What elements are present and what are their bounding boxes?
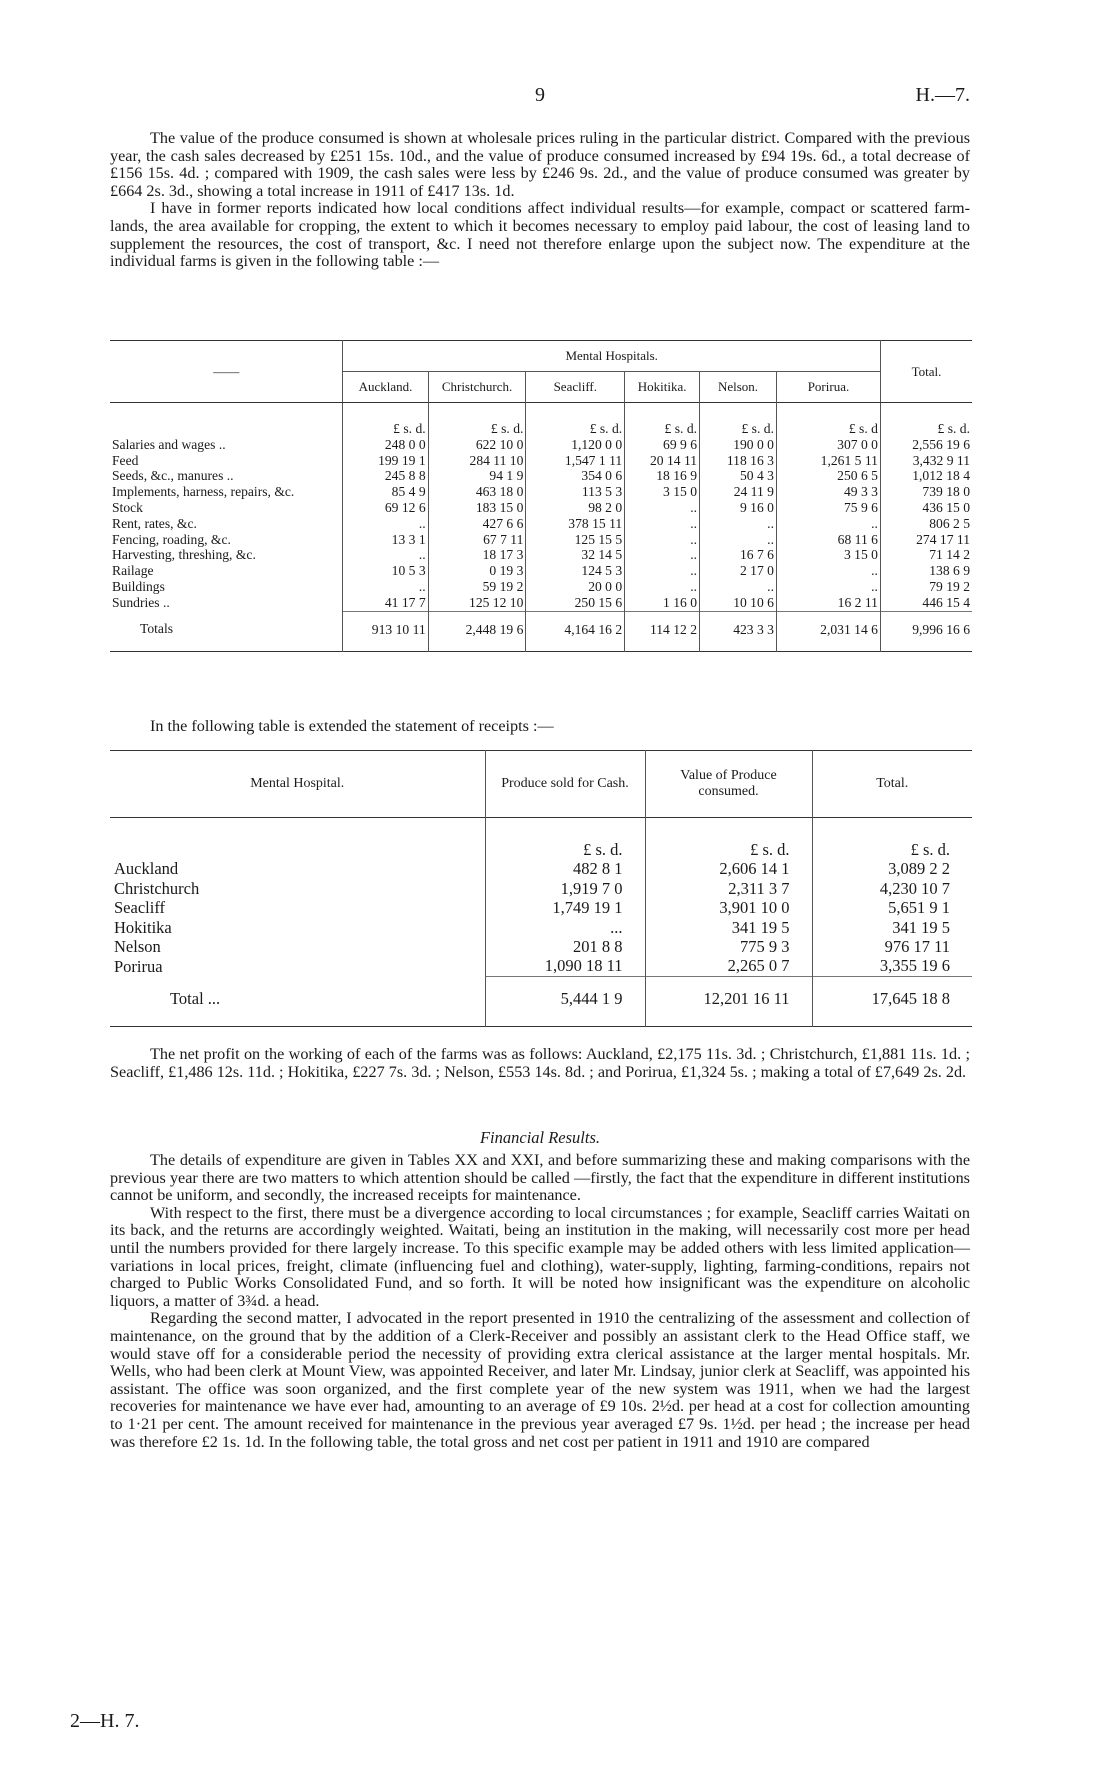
table-cell: .. — [700, 516, 777, 532]
table-cell: 2,448 19 6 — [428, 611, 526, 652]
col-header-hokitika: Hokitika. — [625, 372, 700, 403]
col-header-auckland: Auckland. — [343, 372, 428, 403]
table-row — [110, 437, 972, 453]
table-cell: 806 2 5 — [880, 516, 972, 532]
row-label — [110, 976, 485, 1026]
table-row — [110, 918, 972, 937]
table-cell: 446 15 4 — [880, 595, 972, 611]
table-cell: .. — [625, 532, 700, 548]
table-cell: .. — [625, 563, 700, 579]
table-cell: 124 5 3 — [526, 563, 625, 579]
total-column-header: Total. — [880, 341, 972, 403]
table-cell: 10 10 6 — [700, 595, 777, 611]
paragraph-net-profit: The net profit on the working of each of the farms was as follows: Auckland, £2,175 11s. 3d. ; Christchurch, £1,881 11s. 1d. ; Seacliff, £1,486 12s. 11d. ; Hokitika, £227 7s. 3d. ; Nelson, £553 14s. 8d. ; and Porirua, £1,324 5s. ; making a total of £7,649 2s. 2d. — [110, 1045, 970, 1081]
table-cell: 12,201 16 11 — [645, 976, 812, 1026]
table-cell: 248 0 0 — [343, 437, 428, 453]
row-label — [110, 879, 485, 898]
table-cell: 138 6 9 — [880, 563, 972, 579]
table-cell: .. — [700, 532, 777, 548]
col-header-porirua: Porirua. — [776, 372, 880, 403]
page-header — [110, 84, 970, 108]
row-label — [110, 898, 485, 917]
table-row — [110, 500, 972, 516]
table-row — [110, 468, 972, 484]
unit-cell: £ s. d — [776, 403, 880, 437]
table-cell: 94 1 9 — [428, 468, 526, 484]
table-cell: 482 8 1 — [485, 859, 645, 878]
table-cell: 17,645 18 8 — [812, 976, 972, 1026]
row-label: Feed — [112, 452, 139, 468]
table-cell: 1,120 0 0 — [526, 437, 625, 453]
table-cell: 114 12 2 — [625, 611, 700, 652]
receipts-intro — [110, 718, 970, 736]
paragraph-divergence: With respect to the first, there must be a divergence according to local circumstances ; for example, Seacliff carries Waitati on its back, and the returns are accordingly weighted. Waitati, being an institution in the making, will necessarily cost more per head until the numbers provided for there largely increase. To this specific example may be added others with less limited application—variations in local prices, freight, climate (influencing fuel and clothing), water-supply, lighting, farming-conditions, repairs not charged to Public Works Consolidated Fund, and so forth. It will be noted how insignificant was the expenditure on alcoholic liquors, a matter of 3¾d. a head. — [110, 1203, 970, 1310]
table-cell: .. — [343, 579, 428, 595]
table-row — [110, 579, 972, 595]
table-cell: 274 17 11 — [880, 532, 972, 548]
table-cell: 1,749 19 1 — [485, 898, 645, 917]
table-cell: 976 17 11 — [812, 937, 972, 956]
table-cell: 1,012 18 4 — [880, 468, 972, 484]
col-header-christchurch: Christchurch. — [428, 372, 526, 403]
table-cell: .. — [343, 547, 428, 563]
table-cell: 18 16 9 — [625, 468, 700, 484]
table-row — [110, 563, 972, 579]
intro-text — [110, 130, 970, 271]
table-row — [110, 453, 972, 469]
table-cell: 1 16 0 — [625, 595, 700, 611]
expenditure-table — [110, 340, 972, 652]
table-cell: .. — [776, 579, 880, 595]
unit-cell: £ s. d. — [880, 403, 972, 437]
table-cell: 75 9 6 — [776, 500, 880, 516]
table-row — [110, 516, 972, 532]
table-cell: 3,089 2 2 — [812, 859, 972, 878]
hospital-name: Seacliff — [114, 898, 166, 918]
table-cell: 341 19 5 — [645, 918, 812, 937]
hospital-name: Porirua — [114, 956, 163, 976]
table-cell: 250 6 5 — [776, 468, 880, 484]
table-cell: 1,919 7 0 — [485, 879, 645, 898]
unit-cell: £ s. d. — [428, 403, 526, 437]
table-cell: .. — [625, 500, 700, 516]
col-header-nelson: Nelson. — [700, 372, 777, 403]
paragraph-maintenance: Regarding the second matter, I advocated in the report presented in 1910 the centralizing of the assessment and collection of maintenance, on the ground that by the addition of a Clerk-Receiver and possibly an assistant clerk to the Head Office staff, we would stave off for a considerable period the necessity of providing extra clerical assistance at the larger mental hospitals. Mr. Wells, who had been clerk at Mount View, was appointed Receiver, and later Mr. Lindsay, junior clerk at Seacliff, was appointed his assistant. The office was soon organized, and the first complete year of the new system was 1911, when we had the largest recoveries for maintenance we have ever had, amounting to an average of £9 10s. 2½d. per head at a cost for collection amounting to 1·21 per cent. The amount received for maintenance in the previous year averaged £7 9s. 1½d. per head ; the increase per head was therefore £2 1s. 1d. In the following table, the total gross and net cost per patient in 1911 and 1910 are compared — [110, 1309, 970, 1451]
table-cell: 20 14 11 — [625, 453, 700, 469]
table-cell: 284 11 10 — [428, 453, 526, 469]
row-label — [110, 956, 485, 976]
table-cell: 3,901 10 0 — [645, 898, 812, 917]
table-cell: 16 7 6 — [700, 547, 777, 563]
row-label: Railage — [112, 563, 154, 579]
row-label — [110, 859, 485, 878]
net-profit-text — [110, 1046, 970, 1081]
table-cell: 4,164 16 2 — [526, 611, 625, 652]
totals-row — [110, 976, 972, 1026]
unit-cell: £ s. d. — [526, 403, 625, 437]
unit-cell: £ s. d. — [625, 403, 700, 437]
receipts-table — [110, 750, 972, 1027]
paragraph-produce-value: The value of the produce consumed is shown at wholesale prices ruling in the particular district. Compared with the previous year, the cash sales decreased by £251 15s. 10d., and the value of produce consumed increased by £94 19s. 6d., a total decrease of £156 15s. 4d. ; compared with 1909, the cash sales were less by £246 9s. 2d., and the value of produce consumed was greater by £664 2s. 3d., showing a total increase in 1911 of £417 13s. 1d. — [110, 129, 970, 200]
table-cell: 113 5 3 — [526, 484, 625, 500]
table-cell: 2,031 14 6 — [776, 611, 880, 652]
table-row — [110, 879, 972, 898]
table-cell: 69 9 6 — [625, 437, 700, 453]
table-cell: 199 19 1 — [343, 453, 428, 469]
row-label: Buildings — [112, 578, 165, 594]
document-reference: H.—7. — [915, 84, 970, 106]
table-cell: .. — [700, 579, 777, 595]
hospital-name: Auckland — [114, 859, 179, 879]
unit-cell: £ s. d. — [645, 818, 812, 860]
unit-cell: £ s. d. — [485, 818, 645, 860]
table-cell: 190 0 0 — [700, 437, 777, 453]
table-row — [110, 484, 972, 500]
table-cell: 3 15 0 — [776, 547, 880, 563]
table-cell: 3,355 19 6 — [812, 956, 972, 976]
blank-header: —— — [110, 341, 343, 403]
table-cell: 49 3 3 — [776, 484, 880, 500]
unit-row — [110, 403, 972, 437]
paragraph-expenditure-details: The details of expenditure are given in Tables XX and XXI, and before summarizing these and making comparisons with the previous year there are two matters to which attention should be called —firstly, the fact that the expenditure in different institutions cannot be uniform, and secondly, the increased receipts for maintenance. — [110, 1151, 970, 1205]
table-cell: 5,651 9 1 — [812, 898, 972, 917]
table-cell: 250 15 6 — [526, 595, 625, 611]
unit-cell: £ s. d. — [343, 403, 428, 437]
table-cell: 1,547 1 11 — [526, 453, 625, 469]
table-row — [110, 859, 972, 878]
table-cell: 463 18 0 — [428, 484, 526, 500]
table-row — [110, 898, 972, 917]
row-label: Stock — [112, 499, 143, 515]
table-cell: 423 3 3 — [700, 611, 777, 652]
table-cell: 913 10 11 — [343, 611, 428, 652]
row-label: Implements, harness, repairs, &c. — [112, 484, 295, 500]
financial-results-text — [110, 1152, 970, 1451]
table-cell: 125 15 5 — [526, 532, 625, 548]
table-cell: 2,265 0 7 — [645, 956, 812, 976]
table-row — [110, 937, 972, 956]
table-cell: 436 15 0 — [880, 500, 972, 516]
table-cell: 118 16 3 — [700, 453, 777, 469]
table-cell: 1,261 5 11 — [776, 453, 880, 469]
table-cell: 67 7 11 — [428, 532, 526, 548]
row-label: Sundries .. — [112, 595, 170, 611]
table-cell: 427 6 6 — [428, 516, 526, 532]
table-row — [110, 956, 972, 976]
table-cell: 3,432 9 11 — [880, 453, 972, 469]
table-cell: 5,444 1 9 — [485, 976, 645, 1026]
table-cell: 201 8 8 — [485, 937, 645, 956]
table-cell: 9,996 16 6 — [880, 611, 972, 652]
unit-row — [110, 818, 972, 860]
table-cell: 79 19 2 — [880, 579, 972, 595]
table-row — [110, 547, 972, 563]
table-cell: 10 5 3 — [343, 563, 428, 579]
table-cell: 16 2 11 — [776, 595, 880, 611]
col-header-seacliff: Seacliff. — [526, 372, 625, 403]
hospital-name: Nelson — [114, 937, 161, 957]
page-number: 9 — [535, 84, 545, 106]
table-cell: 125 12 10 — [428, 595, 526, 611]
table-cell: 41 17 7 — [343, 595, 428, 611]
table-cell: 68 11 6 — [776, 532, 880, 548]
row-label: Seeds, &c., manures .. — [112, 468, 234, 484]
hospital-name: Total ... — [170, 988, 221, 1008]
receipts-header-cash: Produce sold for Cash. — [485, 751, 645, 818]
unit-cell: £ s. d. — [812, 818, 972, 860]
hospital-name: Christchurch — [114, 878, 200, 898]
mental-hospitals-header: Mental Hospitals. — [343, 341, 881, 372]
table-cell: .. — [343, 516, 428, 532]
table-cell: 2 17 0 — [700, 563, 777, 579]
hospital-name: Hokitika — [114, 917, 172, 937]
table-cell: 775 9 3 — [645, 937, 812, 956]
table-cell: 354 0 6 — [526, 468, 625, 484]
row-label: Salaries and wages .. — [112, 436, 226, 452]
paragraph-receipts-intro: In the following table is extended the statement of receipts :— — [150, 717, 554, 735]
table-cell: 341 19 5 — [812, 918, 972, 937]
table-cell: 378 15 11 — [526, 516, 625, 532]
table-cell: 183 15 0 — [428, 500, 526, 516]
table-cell: 622 10 0 — [428, 437, 526, 453]
receipts-header-total: Total. — [812, 751, 972, 818]
table-cell: 59 19 2 — [428, 579, 526, 595]
table-cell: .. — [625, 547, 700, 563]
receipts-header-produce: Value of Produce consumed. — [645, 751, 812, 818]
table-cell: .. — [625, 516, 700, 532]
receipts-header-hospital: Mental Hospital. — [250, 776, 345, 791]
paragraph-local-conditions: I have in former reports indicated how local conditions affect individual results—for example, compact or scattered farm-lands, the area available for cropping, the extent to which it becomes necessary to employ paid labour, the cost of leasing land to supplement the resources, the cost of transport, &c. I need not therefore enlarge upon the subject now. The expenditure at the individual farms is given in the following table :— — [110, 199, 970, 271]
table-cell: 71 14 2 — [880, 547, 972, 563]
table-row — [110, 532, 972, 548]
table-cell: 18 17 3 — [428, 547, 526, 563]
table-cell: 50 4 3 — [700, 468, 777, 484]
totals-row — [110, 611, 972, 652]
table-cell: 307 0 0 — [776, 437, 880, 453]
table-cell: .. — [776, 516, 880, 532]
table-cell: 2,556 19 6 — [880, 437, 972, 453]
row-label: Totals — [140, 621, 174, 637]
row-label: Harvesting, threshing, &c. — [112, 547, 256, 563]
table-cell: 32 14 5 — [526, 547, 625, 563]
table-cell: 3 15 0 — [625, 484, 700, 500]
section-heading-financial-results: Financial Results. — [479, 1128, 601, 1147]
row-label: Rent, rates, &c. — [112, 515, 197, 531]
page-footer: 2—H. 7. — [70, 1710, 140, 1732]
row-label — [110, 918, 485, 937]
table-cell: 739 18 0 — [880, 484, 972, 500]
table-cell: 2,311 3 7 — [645, 879, 812, 898]
table-cell: ... — [485, 918, 645, 937]
table-cell: 9 16 0 — [700, 500, 777, 516]
table-cell: 20 0 0 — [526, 579, 625, 595]
table-cell: .. — [625, 579, 700, 595]
row-label: Fencing, roading, &c. — [112, 531, 231, 547]
table-cell: .. — [776, 563, 880, 579]
table-cell: 1,090 18 11 — [485, 956, 645, 976]
row-label — [110, 937, 485, 956]
table-cell: 24 11 9 — [700, 484, 777, 500]
unit-cell: £ s. d. — [700, 403, 777, 437]
table-cell: 98 2 0 — [526, 500, 625, 516]
table-cell: 4,230 10 7 — [812, 879, 972, 898]
table-cell: 85 4 9 — [343, 484, 428, 500]
table-cell: 245 8 8 — [343, 468, 428, 484]
table-cell: 69 12 6 — [343, 500, 428, 516]
table-cell: 0 19 3 — [428, 563, 526, 579]
table-cell: 2,606 14 1 — [645, 859, 812, 878]
table-row — [110, 595, 972, 611]
table-cell: 13 3 1 — [343, 532, 428, 548]
